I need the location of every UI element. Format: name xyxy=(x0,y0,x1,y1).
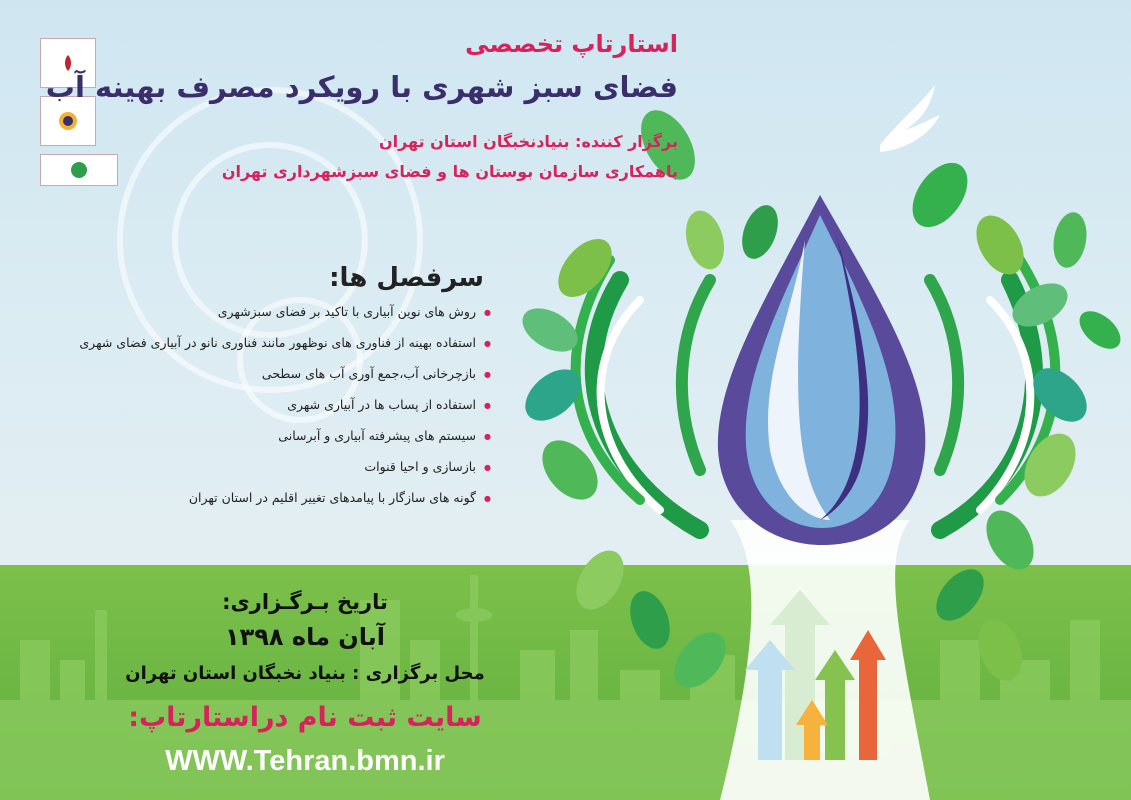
topic-item: ● بازسازی و احیا قنوات xyxy=(79,457,491,488)
date-label: تاریخ بـرگـزاری: xyxy=(222,590,388,614)
topic-item: ● سیستم های پیشرفته آبیاری و آبرسانی xyxy=(79,426,491,457)
organizer-text: برگزار کننده: بنیادنخبگان استان تهران xyxy=(378,132,678,151)
date-value: آبان ماه ۱۳۹۸ xyxy=(224,623,386,651)
parks-organization-icon xyxy=(40,154,118,186)
topics-list xyxy=(79,302,491,519)
topic-item: ● استفاده بهینه از فناوری های نوظهور مانند فناوری نانو در آبیاری فضای شهری xyxy=(79,333,491,364)
event-subtitle: استارتاپ تخصصی xyxy=(465,30,678,58)
registration-text: سایت ثبت نام دراستارتاپ: xyxy=(128,702,482,733)
topic-item: ● روش های نوین آبیاری با تاکید بر فضای سبزشهری xyxy=(79,302,491,333)
topic-item: ● بازچرخانی آب،جمع آوری آب های سطحی xyxy=(79,364,491,395)
dove-icon xyxy=(880,85,940,152)
topic-item: ● استفاده از پساب ها در آبیاری شهری xyxy=(79,395,491,426)
collaboration-text: باهمکاری سازمان بوستان ها و فضای سبزشهرداری تهران xyxy=(221,162,678,181)
partner-logos xyxy=(40,38,98,194)
website-url[interactable]: WWW.Tehran.bmn.ir xyxy=(165,745,445,777)
topic-item: ● گونه های سازگار با پیامدهای تغییر اقلیم در استان تهران xyxy=(79,488,491,519)
topics-heading: سرفصل ها: xyxy=(329,263,484,293)
event-title: فضای سبز شهری با رویکرد مصرف بهینه آب xyxy=(45,70,678,104)
venue-text: محل برگزاری : بنیاد نخبگان استان تهران xyxy=(125,663,485,684)
